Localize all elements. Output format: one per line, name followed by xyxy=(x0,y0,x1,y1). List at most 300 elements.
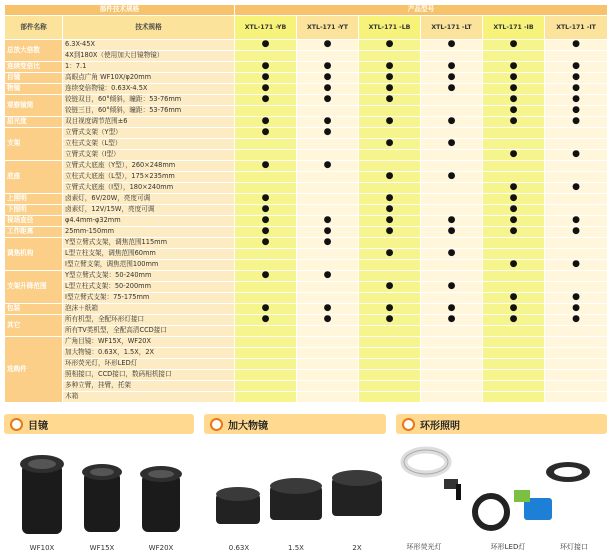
header-part-name: 部件名称 xyxy=(5,16,63,40)
availability-dot: ● xyxy=(235,117,297,128)
table-row xyxy=(5,370,608,381)
availability-cell xyxy=(235,293,297,304)
availability-cell xyxy=(483,337,545,348)
table-row xyxy=(5,40,608,51)
panel-title: 加大物镜 xyxy=(228,420,268,432)
model-header: XTL-171 -YB xyxy=(235,16,297,40)
spec-cell: L型立柱支架，调焦范围60mm xyxy=(63,249,235,260)
objective-063x-image xyxy=(216,487,260,524)
spec-cell: 1：7.1 xyxy=(63,62,235,73)
availability-dot: ● xyxy=(235,161,297,172)
availability-dot: ● xyxy=(545,84,608,95)
availability-cell xyxy=(545,337,608,348)
availability-cell xyxy=(297,359,359,370)
availability-cell xyxy=(297,249,359,260)
table-row xyxy=(5,337,608,348)
table-row xyxy=(5,315,608,326)
spec-cell: 4X到180X（使用加大目镜物镜） xyxy=(63,51,235,62)
objective-15x-image xyxy=(270,478,322,520)
availability-dot: ● xyxy=(421,282,483,293)
spec-cell: 立臂式支架（Y型） xyxy=(63,128,235,139)
fluorescent-ring-light-image xyxy=(404,450,461,500)
availability-dot: ● xyxy=(545,95,608,106)
availability-cell xyxy=(545,249,608,260)
availability-cell xyxy=(297,106,359,117)
availability-dot: ● xyxy=(545,260,608,271)
bullet-icon xyxy=(10,418,23,431)
spec-cell: 广角目镜：WF15X，WF20X xyxy=(63,337,235,348)
availability-dot: ● xyxy=(297,95,359,106)
header-tech-spec: 技术规格 xyxy=(63,16,235,40)
availability-dot: ● xyxy=(297,238,359,249)
table-row xyxy=(5,381,608,392)
availability-dot: ● xyxy=(483,216,545,227)
part-name-cell: 调焦机构 xyxy=(5,238,63,271)
availability-dot: ● xyxy=(483,95,545,106)
availability-cell xyxy=(235,370,297,381)
availability-dot: ● xyxy=(483,183,545,194)
availability-cell xyxy=(483,392,545,403)
table-row xyxy=(5,326,608,337)
spec-cell: φ4.4mm-φ32mm xyxy=(63,216,235,227)
availability-cell xyxy=(483,370,545,381)
table-row xyxy=(5,150,608,161)
availability-dot: ● xyxy=(545,227,608,238)
spec-cell: 立臂式大底座（Y型），260×248mm xyxy=(63,161,235,172)
availability-cell xyxy=(545,348,608,359)
availability-cell xyxy=(235,139,297,150)
availability-cell xyxy=(297,172,359,183)
part-name-cell: 连续变倍比 xyxy=(5,62,63,73)
spec-cell: 木箱 xyxy=(63,392,235,403)
model-header: XTL-171 -IT xyxy=(545,16,608,40)
availability-cell xyxy=(359,161,421,172)
availability-dot: ● xyxy=(359,216,421,227)
part-name-cell: 观察镜筒 xyxy=(5,95,63,117)
availability-cell xyxy=(421,370,483,381)
availability-cell xyxy=(421,205,483,216)
availability-dot: ● xyxy=(483,304,545,315)
availability-cell xyxy=(483,51,545,62)
availability-cell xyxy=(235,381,297,392)
availability-dot: ● xyxy=(297,315,359,326)
caption: 环形LED灯 xyxy=(490,543,526,551)
availability-dot: ● xyxy=(359,205,421,216)
spec-cell: 环形荧光灯，环形LED灯 xyxy=(63,359,235,370)
availability-cell xyxy=(421,183,483,194)
availability-cell xyxy=(297,326,359,337)
availability-cell xyxy=(483,238,545,249)
spec-cell: Y型立臂式支架，调焦范围115mm xyxy=(63,238,235,249)
table-row xyxy=(5,216,608,227)
availability-dot: ● xyxy=(359,117,421,128)
header-product-model: 产品型号 xyxy=(235,5,608,16)
table-row xyxy=(5,161,608,172)
availability-cell xyxy=(421,161,483,172)
availability-cell xyxy=(421,337,483,348)
availability-dot: ● xyxy=(483,117,545,128)
availability-cell xyxy=(421,128,483,139)
availability-dot: ● xyxy=(545,117,608,128)
availability-cell xyxy=(483,161,545,172)
part-name-cell: 支架升降范围 xyxy=(5,271,63,304)
availability-cell xyxy=(359,150,421,161)
availability-cell xyxy=(545,326,608,337)
spec-cell: 照相接口，CCD接口，数码相机接口 xyxy=(63,370,235,381)
availability-dot: ● xyxy=(359,40,421,51)
spec-cell: 泡沫＋纸箱 xyxy=(63,304,235,315)
availability-dot: ● xyxy=(297,73,359,84)
table-row xyxy=(5,139,608,150)
availability-dot: ● xyxy=(297,227,359,238)
table-row xyxy=(5,282,608,293)
spec-cell: 立臂式支架（I型） xyxy=(63,150,235,161)
availability-dot: ● xyxy=(235,238,297,249)
availability-cell xyxy=(359,271,421,282)
availability-cell xyxy=(297,183,359,194)
part-name-cell: 下照明 xyxy=(5,205,63,216)
spec-cell: Y型立臂式支架：50-240mm xyxy=(63,271,235,282)
availability-dot: ● xyxy=(297,84,359,95)
availability-cell xyxy=(421,271,483,282)
availability-dot: ● xyxy=(235,73,297,84)
availability-cell xyxy=(483,172,545,183)
availability-dot: ● xyxy=(359,227,421,238)
availability-cell xyxy=(545,161,608,172)
availability-cell xyxy=(545,381,608,392)
availability-cell xyxy=(359,326,421,337)
availability-cell xyxy=(483,348,545,359)
part-name-cell: 底座 xyxy=(5,161,63,194)
availability-cell xyxy=(297,381,359,392)
availability-dot: ● xyxy=(235,194,297,205)
availability-cell xyxy=(359,381,421,392)
ring-light-panel xyxy=(396,414,607,554)
table-row xyxy=(5,249,608,260)
part-name-cell: 物镜 xyxy=(5,84,63,95)
availability-cell xyxy=(359,293,421,304)
model-header: XTL-171 -LT xyxy=(421,16,483,40)
spec-cell: 6.3X-45X xyxy=(63,40,235,51)
availability-dot: ● xyxy=(359,84,421,95)
availability-cell xyxy=(359,106,421,117)
availability-cell xyxy=(297,150,359,161)
spec-cell: 双目视度调节范围±6 xyxy=(63,117,235,128)
table-row xyxy=(5,172,608,183)
table-row xyxy=(5,128,608,139)
availability-cell xyxy=(545,139,608,150)
spec-cell: 卤素灯，6V/20W，亮度可调 xyxy=(63,194,235,205)
availability-dot: ● xyxy=(421,40,483,51)
availability-cell xyxy=(359,51,421,62)
availability-cell xyxy=(359,128,421,139)
eyepiece-panel xyxy=(4,414,194,554)
availability-dot: ● xyxy=(545,62,608,73)
led-ring-light-image xyxy=(475,490,552,528)
availability-cell xyxy=(545,392,608,403)
availability-cell xyxy=(545,128,608,139)
availability-cell xyxy=(421,392,483,403)
availability-dot: ● xyxy=(297,216,359,227)
spec-cell: 25mm-150mm xyxy=(63,227,235,238)
eyepiece-wf15x-image xyxy=(82,464,122,532)
caption: 1.5X xyxy=(288,544,304,552)
model-header: XTL-171 -IB xyxy=(483,16,545,40)
availability-cell xyxy=(483,128,545,139)
availability-dot: ● xyxy=(359,194,421,205)
model-header: XTL-171 -LB xyxy=(359,16,421,40)
availability-dot: ● xyxy=(421,249,483,260)
availability-cell xyxy=(235,260,297,271)
table-row xyxy=(5,348,608,359)
availability-cell xyxy=(359,260,421,271)
availability-cell xyxy=(421,238,483,249)
availability-cell xyxy=(421,106,483,117)
availability-dot: ● xyxy=(297,117,359,128)
availability-dot: ● xyxy=(235,227,297,238)
availability-dot: ● xyxy=(421,172,483,183)
availability-cell xyxy=(297,392,359,403)
availability-cell xyxy=(235,392,297,403)
panel-title: 目镜 xyxy=(28,420,48,432)
availability-dot: ● xyxy=(235,315,297,326)
availability-dot: ● xyxy=(297,128,359,139)
caption: 2X xyxy=(352,544,362,552)
spec-cell: 加大物镜：0.63X，1.5X，2X xyxy=(63,348,235,359)
spec-cell: 所有机型，全配环形灯接口 xyxy=(63,315,235,326)
table-row xyxy=(5,62,608,73)
spec-cell: 铰链三目，60°倾斜，瞳距：53-76mm xyxy=(63,106,235,117)
availability-cell xyxy=(421,194,483,205)
availability-dot: ● xyxy=(483,40,545,51)
availability-dot: ● xyxy=(421,216,483,227)
availability-cell xyxy=(421,150,483,161)
availability-dot: ● xyxy=(545,40,608,51)
availability-dot: ● xyxy=(421,84,483,95)
table-row xyxy=(5,260,608,271)
availability-cell xyxy=(483,139,545,150)
availability-dot: ● xyxy=(235,128,297,139)
ring-light-adapter-image xyxy=(546,462,590,482)
part-name-cell: 工作距离 xyxy=(5,227,63,238)
availability-cell xyxy=(359,370,421,381)
spec-cell: I型立臂支架，调焦范围100mm xyxy=(63,260,235,271)
availability-cell xyxy=(297,194,359,205)
caption: WF15X xyxy=(89,544,115,552)
ring-light-images xyxy=(396,434,607,554)
part-name-cell: 支架 xyxy=(5,128,63,161)
availability-cell xyxy=(359,392,421,403)
availability-dot: ● xyxy=(483,227,545,238)
availability-cell xyxy=(235,348,297,359)
availability-dot: ● xyxy=(421,315,483,326)
availability-cell xyxy=(297,282,359,293)
spec-cell: I型立臂式支架：75-175mm xyxy=(63,293,235,304)
availability-dot: ● xyxy=(235,84,297,95)
availability-dot: ● xyxy=(421,139,483,150)
table-row xyxy=(5,238,608,249)
availability-cell xyxy=(545,282,608,293)
part-name-cell: 目镜 xyxy=(5,73,63,84)
spec-cell: 立柱式支架（L型） xyxy=(63,139,235,150)
availability-dot: ● xyxy=(359,282,421,293)
availability-cell xyxy=(235,337,297,348)
availability-dot: ● xyxy=(545,216,608,227)
availability-cell xyxy=(359,348,421,359)
table-row xyxy=(5,183,608,194)
table-row xyxy=(5,95,608,106)
availability-cell xyxy=(235,359,297,370)
part-name-cell: 包装 xyxy=(5,304,63,315)
table-row xyxy=(5,117,608,128)
availability-cell xyxy=(483,381,545,392)
table-row xyxy=(5,73,608,84)
availability-cell xyxy=(545,194,608,205)
table-row xyxy=(5,84,608,95)
availability-cell xyxy=(421,260,483,271)
availability-dot: ● xyxy=(235,40,297,51)
availability-cell xyxy=(545,271,608,282)
availability-dot: ● xyxy=(483,315,545,326)
availability-dot: ● xyxy=(235,205,297,216)
availability-dot: ● xyxy=(545,106,608,117)
availability-cell xyxy=(483,359,545,370)
availability-dot: ● xyxy=(235,304,297,315)
availability-dot: ● xyxy=(545,315,608,326)
availability-cell xyxy=(545,205,608,216)
availability-cell xyxy=(483,282,545,293)
availability-cell xyxy=(235,183,297,194)
caption: WF10X xyxy=(29,544,55,552)
availability-dot: ● xyxy=(421,304,483,315)
table-row xyxy=(5,271,608,282)
availability-cell xyxy=(235,172,297,183)
availability-dot: ● xyxy=(235,62,297,73)
availability-dot: ● xyxy=(483,194,545,205)
availability-cell xyxy=(297,370,359,381)
availability-dot: ● xyxy=(483,150,545,161)
availability-cell xyxy=(359,238,421,249)
spec-cell: L型立柱式支架：50-200mm xyxy=(63,282,235,293)
header-parts-spec: 部件技术规格 xyxy=(5,5,235,16)
availability-dot: ● xyxy=(421,227,483,238)
availability-cell xyxy=(235,326,297,337)
caption: 环灯接口 xyxy=(560,543,588,551)
panel-title: 环形照明 xyxy=(420,420,460,432)
part-name-cell: 上照明 xyxy=(5,194,63,205)
availability-cell xyxy=(297,293,359,304)
availability-dot: ● xyxy=(359,73,421,84)
availability-cell xyxy=(545,359,608,370)
availability-dot: ● xyxy=(359,95,421,106)
availability-cell xyxy=(483,326,545,337)
availability-cell xyxy=(421,381,483,392)
availability-dot: ● xyxy=(359,62,421,73)
bullet-icon xyxy=(210,418,223,431)
spec-cell: 立柱式大底座（L型），175×235mm xyxy=(63,172,235,183)
availability-dot: ● xyxy=(359,139,421,150)
model-header: XTL-171 -YT xyxy=(297,16,359,40)
availability-dot: ● xyxy=(235,216,297,227)
table-row xyxy=(5,205,608,216)
availability-dot: ● xyxy=(359,249,421,260)
table-row xyxy=(5,194,608,205)
spec-table xyxy=(4,4,608,403)
availability-cell xyxy=(359,337,421,348)
availability-dot: ● xyxy=(483,73,545,84)
availability-cell xyxy=(421,51,483,62)
availability-cell xyxy=(297,51,359,62)
availability-cell xyxy=(235,150,297,161)
table-row xyxy=(5,106,608,117)
objective-panel xyxy=(204,414,386,554)
availability-dot: ● xyxy=(483,293,545,304)
availability-dot: ● xyxy=(297,304,359,315)
availability-dot: ● xyxy=(297,62,359,73)
availability-cell xyxy=(235,106,297,117)
availability-cell xyxy=(421,293,483,304)
availability-dot: ● xyxy=(545,293,608,304)
availability-dot: ● xyxy=(421,62,483,73)
spec-cell: 卤素灯，12V/15W，亮度可调 xyxy=(63,205,235,216)
availability-dot: ● xyxy=(359,315,421,326)
table-row xyxy=(5,392,608,403)
availability-dot: ● xyxy=(483,106,545,117)
availability-dot: ● xyxy=(545,183,608,194)
availability-cell xyxy=(235,249,297,260)
table-row xyxy=(5,293,608,304)
caption: 环形荧光灯 xyxy=(406,543,442,551)
availability-cell xyxy=(421,326,483,337)
caption: WF20X xyxy=(148,544,174,552)
availability-cell xyxy=(235,282,297,293)
availability-dot: ● xyxy=(359,304,421,315)
availability-cell xyxy=(545,51,608,62)
availability-cell xyxy=(545,238,608,249)
spec-cell: 铰链双目，60°倾斜，瞳距：53-76mm xyxy=(63,95,235,106)
availability-cell xyxy=(297,348,359,359)
availability-dot: ● xyxy=(297,161,359,172)
availability-cell xyxy=(421,359,483,370)
bullet-icon xyxy=(402,418,415,431)
spec-cell: 立臂式大底座（I型），180×240mm xyxy=(63,183,235,194)
spec-cell: 连续变倍物镜：0.63X-4.5X xyxy=(63,84,235,95)
availability-cell xyxy=(297,337,359,348)
availability-cell xyxy=(545,370,608,381)
caption: 0.63X xyxy=(228,544,250,552)
availability-cell xyxy=(545,172,608,183)
objective-2x-image xyxy=(332,470,382,516)
availability-cell xyxy=(359,359,421,370)
table-row xyxy=(5,359,608,370)
availability-cell xyxy=(421,348,483,359)
availability-dot: ● xyxy=(235,95,297,106)
part-name-cell: 屈光度 xyxy=(5,117,63,128)
table-row xyxy=(5,304,608,315)
availability-dot: ● xyxy=(545,150,608,161)
eyepiece-wf20x-image xyxy=(140,466,182,532)
spec-cell: 高眼点广角 WF10X/φ20mm xyxy=(63,73,235,84)
objective-images xyxy=(204,434,386,554)
eyepiece-wf10x-image xyxy=(20,455,64,534)
availability-dot: ● xyxy=(297,271,359,282)
availability-dot: ● xyxy=(235,271,297,282)
spec-cell: 多种立臂，挂臂，托架 xyxy=(63,381,235,392)
part-name-cell: 其它 xyxy=(5,315,63,337)
availability-dot: ● xyxy=(297,40,359,51)
table-row xyxy=(5,227,608,238)
availability-cell xyxy=(483,249,545,260)
